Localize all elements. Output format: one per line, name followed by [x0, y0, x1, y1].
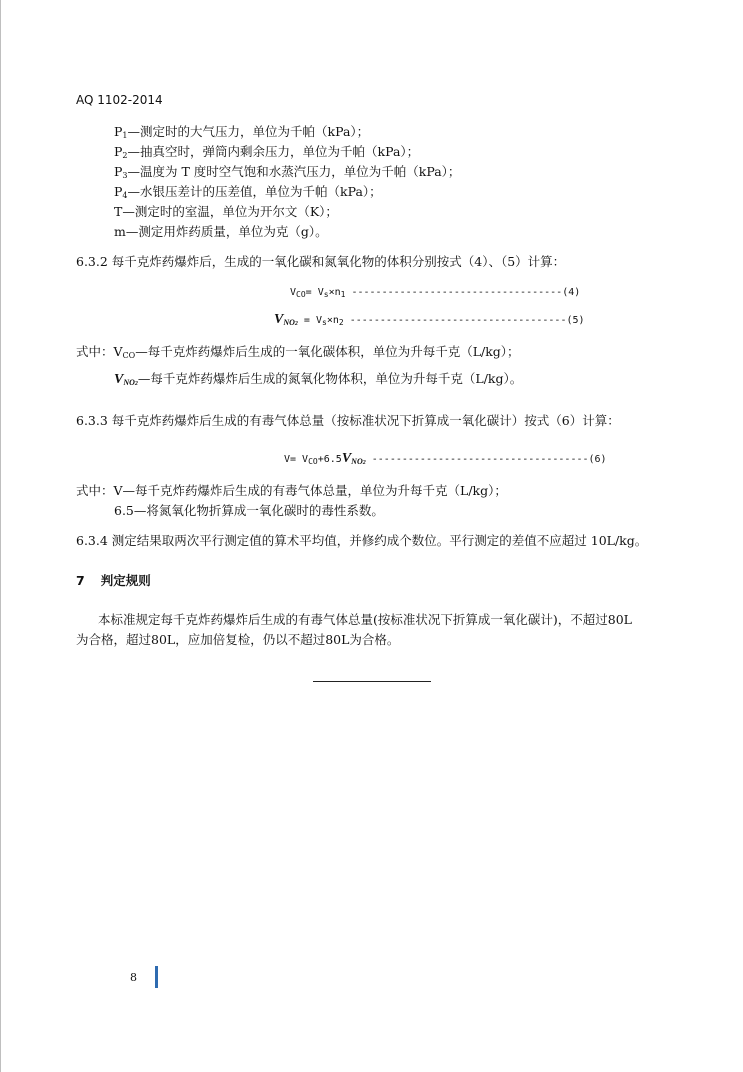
clause-6-3-2: 6.3.2 每千克炸药爆炸后，生成的一氧化碳和氮氧化物的体积分别按式（4）、（5）计算： — [76, 254, 566, 269]
formula-4: $V_{CO}= V_s\times n_1$ -----------------------------------(4) — [290, 287, 581, 299]
clause-6-3-4: 6.3.4 测定结果取两次平行测定值的算术平均值，并修约成个数位。平行测定的差值不应超过 10L/kg。 — [76, 533, 648, 548]
definition-p1: $P_1—$测定时的大气压力，单位为千帕（kPa）； — [114, 124, 370, 140]
definition-p4: $P_4—$水银压差计的压差值，单位为千帕（kPa）； — [114, 184, 382, 200]
formula-6: $V= V_{CO}+6.5V_{NO2}$ ------------------------------------(6) — [284, 451, 607, 466]
end-rule — [313, 681, 431, 682]
definition-m: m—测定用炸药质量，单位为克（g）。 — [114, 224, 328, 239]
section-7-para-line1: 本标准规定每千克炸药爆炸后生成的有毒气体总量(按标准状况下折算成一氧化碳计)，不超过80L — [98, 612, 632, 627]
page-number: 8 — [130, 971, 137, 984]
definition-p2: $P_2—$抽真空时，弹筒内剩余压力，单位为千帕（kPa）； — [114, 144, 420, 160]
section-7-heading: 7 判定规则 — [76, 573, 151, 588]
definition-t: T—测定时的室温，单位为开尔文（K）； — [114, 204, 338, 219]
formula-5: $V_{NO2} = V_s\times n_2$ ------------------------------------(5) — [274, 312, 585, 327]
clause-6-3-3: 6.3.3 每千克炸药爆炸后生成的有毒气体总量（按标准状况下折算成一氧化碳计）按式（6）计算： — [76, 413, 620, 428]
where-vno2: $V_{NO2}—$每千克炸药爆炸后生成的氮氧化物体积，单位为升每千克（L/kg）。 — [114, 371, 523, 387]
footer-accent-bar — [155, 966, 158, 988]
standard-code: AQ 1102-2014 — [76, 93, 163, 107]
page-edge-rule — [0, 0, 1, 1072]
where-v-total: 式中：V—每千克炸药爆炸后生成的有毒气体总量，单位为升每千克（L/kg）； — [76, 483, 507, 498]
section-7-para-line2: 为合格，超过80L，应加倍复检，仍以不超过80L为合格。 — [76, 632, 400, 647]
definition-p3: $P_3—$温度为 T 度时空气饱和水蒸汽压力，单位为千帕（kPa）； — [114, 164, 461, 180]
where-vco: 式中：$V_{CO}—$每千克炸药爆炸后生成的一氧化碳体积，单位为升每千克（L/kg）； — [76, 344, 520, 360]
where-coefficient: 6.5—将氮氧化物折算成一氧化碳时的毒性系数。 — [114, 503, 384, 518]
